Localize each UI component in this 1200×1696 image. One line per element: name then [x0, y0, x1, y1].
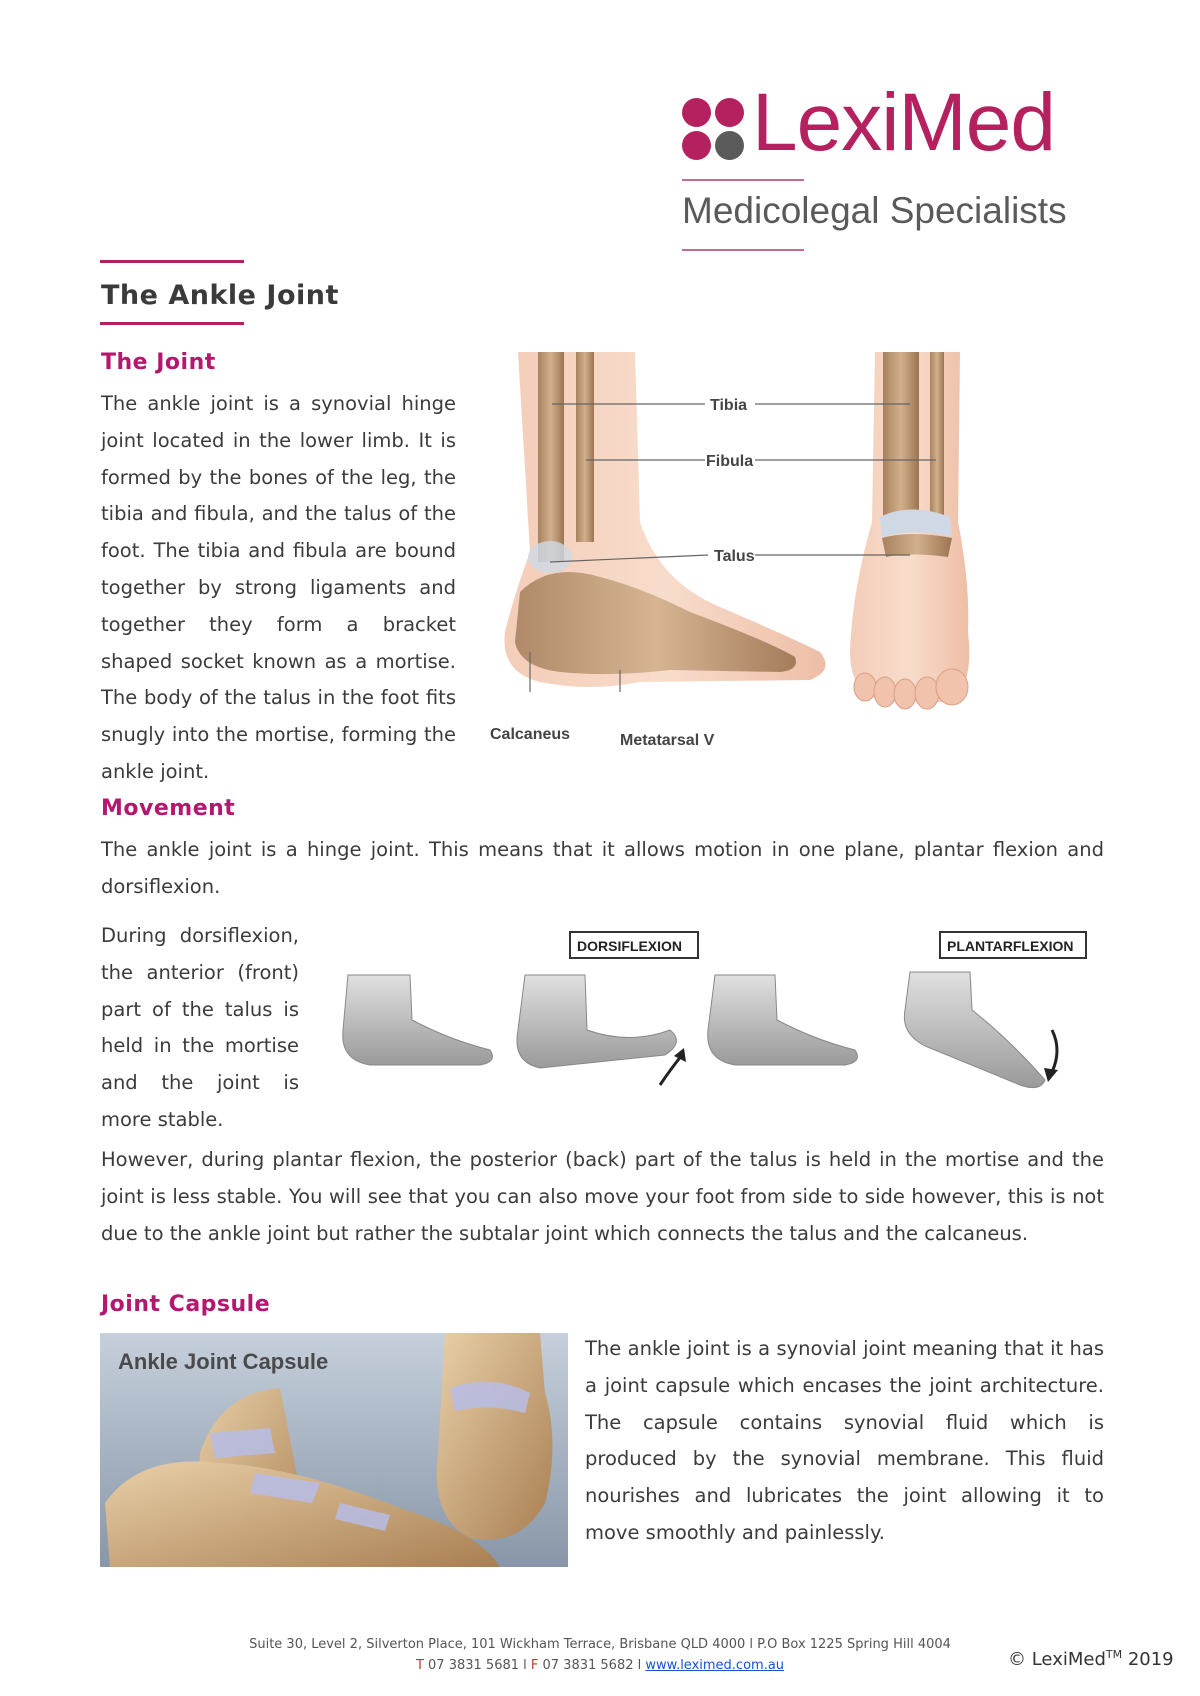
footer-fax: 07 3831 5682 l [538, 1658, 646, 1673]
joint-paragraph: The ankle joint is a synovial hinge joint located in the lower limb. It is formed by the bones of the leg, the tibia and fibula, and the talus of the foot. The tibia and fibula are bound together by strong ligaments and together they form a bracket shaped socket known as a mortise. The body of the talus in the foot fits snugly into the mortise, forming the ankle joint. [101, 392, 456, 783]
label-talus: Talus [714, 548, 755, 565]
phone-prefix: T [415, 1658, 424, 1673]
label-calcaneus: Calcaneus [490, 726, 571, 743]
logo-mark [682, 98, 748, 164]
heading-movement: Movement [101, 796, 236, 821]
logo-rule-top [682, 179, 804, 181]
copyright-year: 2019 [1122, 1649, 1174, 1670]
movement-intro: The ankle joint is a hinge joint. This means that it allows motion in one plane, plantar flexion and dorsiflexion. [101, 838, 1104, 898]
logo-wordmark: LexiMed [752, 77, 1055, 168]
label-fibula: Fibula [706, 453, 754, 470]
dorsiflexion-paragraph: During dorsiflexion, the anterior (front) part of the talus is held in the mortise and the joint is more stable. [101, 924, 299, 1131]
title-rule-bottom [100, 322, 244, 325]
footer-address: Suite 30, Level 2, Silverton Place, 101 Wickham Terrace, Brisbane QLD 4000 l P.O Box 1225 Spring Hill 4004 [249, 1637, 951, 1652]
logo-rule-bottom [682, 249, 804, 251]
capsule-paragraph: The ankle joint is a synovial joint meaning that it has a joint capsule which encases the joint architecture. The capsule contains synovial fluid which is produced by the synovial membrane. This fluid nourishes and lubricates the joint allowing it to move smoothly and painlessly. [585, 1337, 1104, 1544]
capsule-figure-caption: Ankle Joint Capsule [118, 1349, 329, 1374]
logo-tagline: Medicolegal Specialists [682, 190, 1067, 231]
website-link[interactable]: www.leximed.com.au [645, 1658, 785, 1673]
footer-phone: 07 3831 5681 l [423, 1658, 531, 1673]
plantar-paragraph: However, during plantar flexion, the posterior (back) part of the talus is held in the mortise and the joint is less stable. You will see that you can also move your foot from side to side however, this is not due to the ankle joint but rather the subtalar joint which connects the talus and the calcaneus. [101, 1148, 1104, 1245]
heading-the-joint: The Joint [101, 350, 216, 375]
tibia-bone [538, 352, 564, 562]
fax-prefix: F [530, 1658, 539, 1673]
dorsiflexion-label: DORSIFLEXION [577, 938, 683, 954]
logo-dot [682, 131, 711, 160]
joint-capsule-figure [100, 1333, 568, 1567]
copyright [1008, 1648, 1174, 1670]
trademark: TM [1105, 1648, 1123, 1661]
movement-figure [340, 930, 1100, 1100]
label-tibia: Tibia [710, 397, 748, 414]
page-title: The Ankle Joint [101, 280, 339, 311]
copyright-prefix: © LexiMed [1008, 1649, 1106, 1670]
heading-joint-capsule: Joint Capsule [101, 1292, 271, 1317]
title-rule-top [100, 260, 244, 263]
logo-dot [715, 98, 744, 127]
logo-dot [715, 131, 744, 160]
plantarflexion-label: PLANTARFLEXION [947, 938, 1074, 954]
logo-dot [682, 98, 711, 127]
ankle-anatomy-figure [490, 352, 1060, 762]
label-metatarsal: Metatarsal V [620, 732, 715, 749]
